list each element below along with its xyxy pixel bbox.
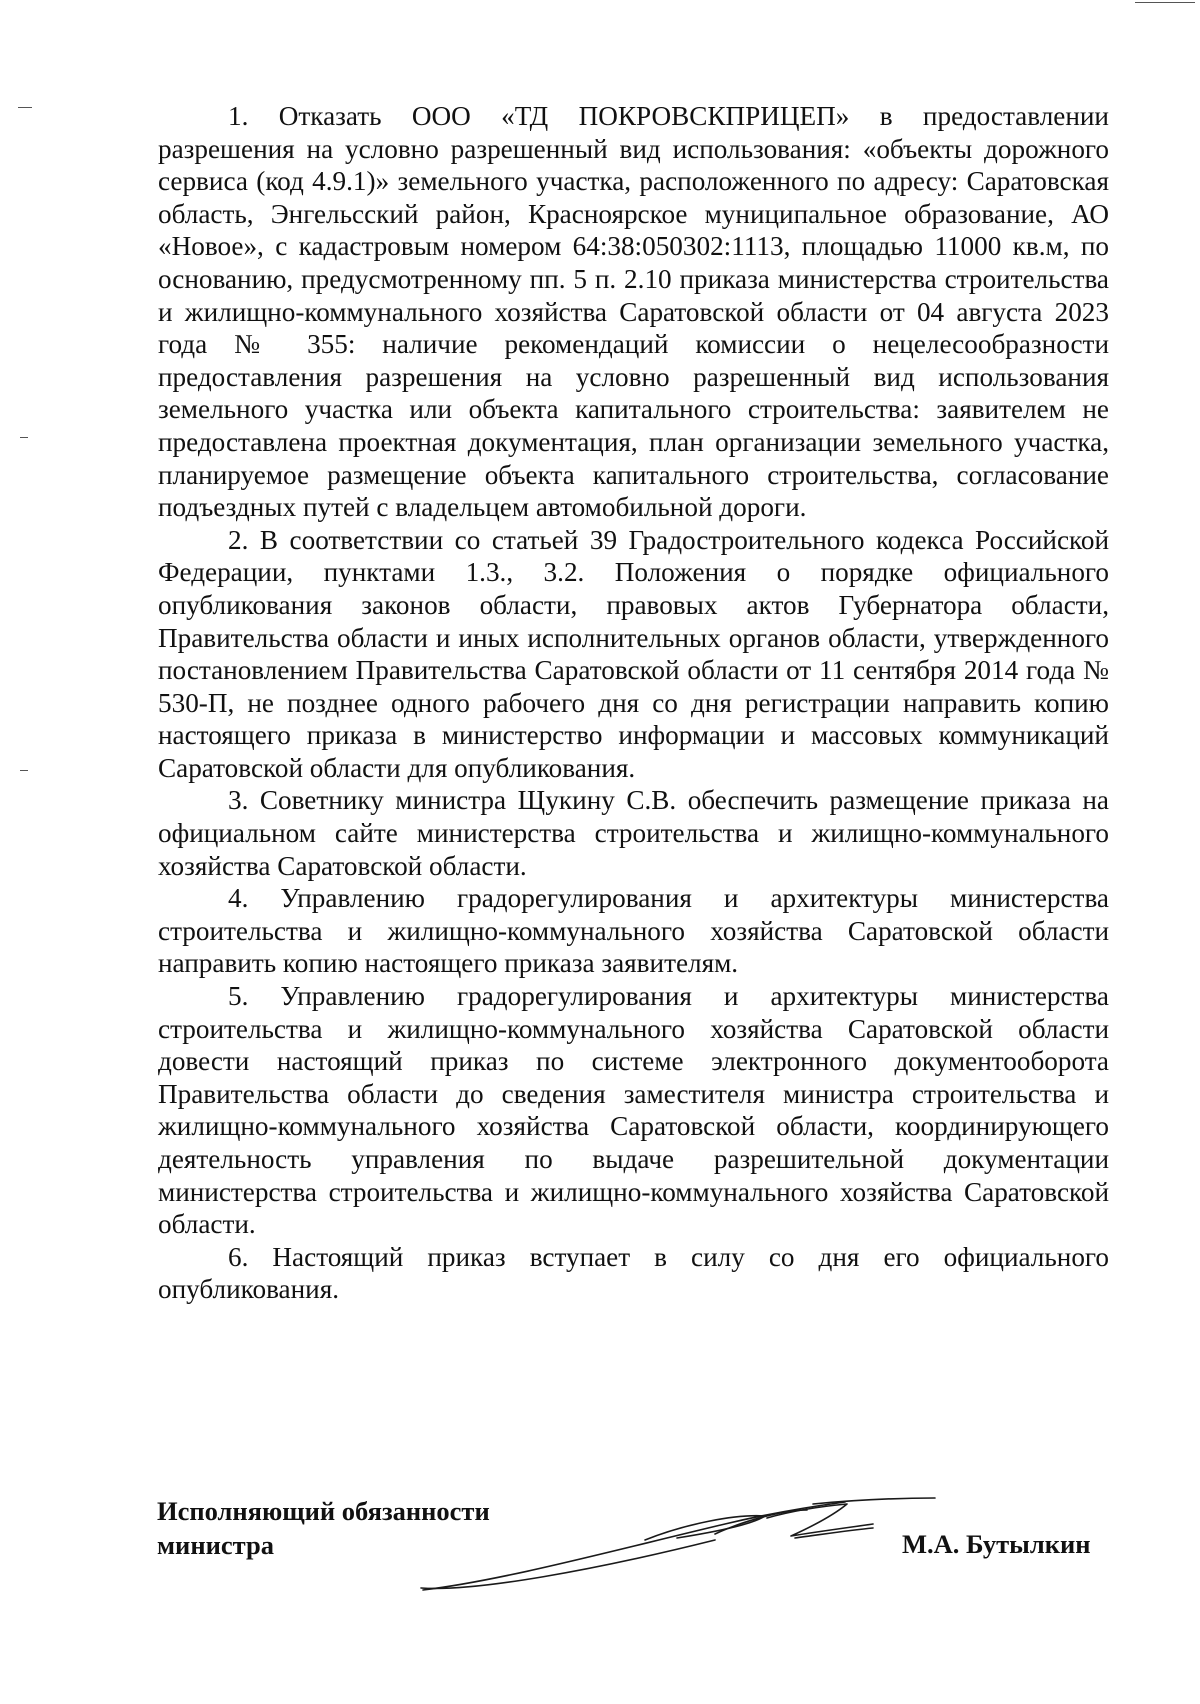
- paragraph-6: 6. Настоящий приказ вступает в силу со дня его официального опубликования.: [158, 1241, 1109, 1305]
- handwritten-signature: [415, 1480, 975, 1600]
- signatory-position-line-1: Исполняющий обязанности: [157, 1496, 490, 1526]
- paragraph-4: 4. Управлению градорегулирования и архитектуры министерства строительства и жилищно-коммунального хозяйства Саратовской области направить копию настоящего приказа заявителям.: [158, 883, 1109, 979]
- scan-mark: [1135, 2, 1195, 3]
- paragraph-2: 2. В соответствии со статьей 39 Градостроительного кодекса Российской Федерации, пунктами 1.3., 3.2. Положения о порядке официального опубликования законов области, правовых актов Губернатора области, Правительства области и иных исполнительных органов области, утвержденного постановлением Правительства Саратовской области от 11 сентября 2014 года № 530-П, не позднее одного рабочего дня со дня регистрации направить копию настоящего приказа в министерство информации и массовых коммуникаций Саратовской области для опубликования.: [158, 524, 1109, 783]
- paragraph-3: 3. Советнику министра Щукину С.В. обеспечить размещение приказа на официальном сайте министерства строительства и жилищно-коммунального хозяйства Саратовской области.: [158, 785, 1109, 881]
- signatory-name: М.А. Бутылкин: [902, 1529, 1091, 1559]
- scan-mark: [20, 437, 28, 438]
- signatory-position-line-2: министра: [157, 1530, 274, 1560]
- paragraph-1: 1. Отказать ООО «ТД ПОКРОВСКПРИЦЕП» в предоставлении разрешения на условно разрешенный вид использования: «объекты дорожного сервиса (код 4.9.1)» земельного участка, расположенного по адресу: Саратовская область, Энгельсский район, Красноярское муниципальное образование, АО «Новое», с кадастровым номером 64:38:050302:1113, площадью 11000 кв.м, по основанию, предусмотренному пп. 5 п. 2.10 приказа министерства строительства и жилищно-коммунального хозяйства Саратовской области от 04 августа 2023 года № 355: наличие рекомендаций комиссии о нецелесообразности предоставления разрешения на условно разрешенный вид использования земельного участка или объекта капитального строительства: заявителем не предоставлена проектная документация, план организации земельного участка, планируемое размещение объекта капитального строительства, согласование подъездных путей с владельцем автомобильной дороги.: [158, 101, 1109, 523]
- scan-mark: [20, 770, 28, 771]
- scan-mark: [18, 107, 32, 108]
- paragraph-5: 5. Управлению градорегулирования и архитектуры министерства строительства и жилищно-коммунального хозяйства Саратовской области довести настоящий приказ по системе электронного документооборота Правительства области до сведения заместителя министра строительства и жилищно-коммунального хозяйства Саратовской области, координирующего деятельность управления по выдаче разрешительной документации министерства строительства и жилищно-коммунального хозяйства Саратовской области.: [158, 981, 1109, 1240]
- order-body: [158, 100, 1109, 1306]
